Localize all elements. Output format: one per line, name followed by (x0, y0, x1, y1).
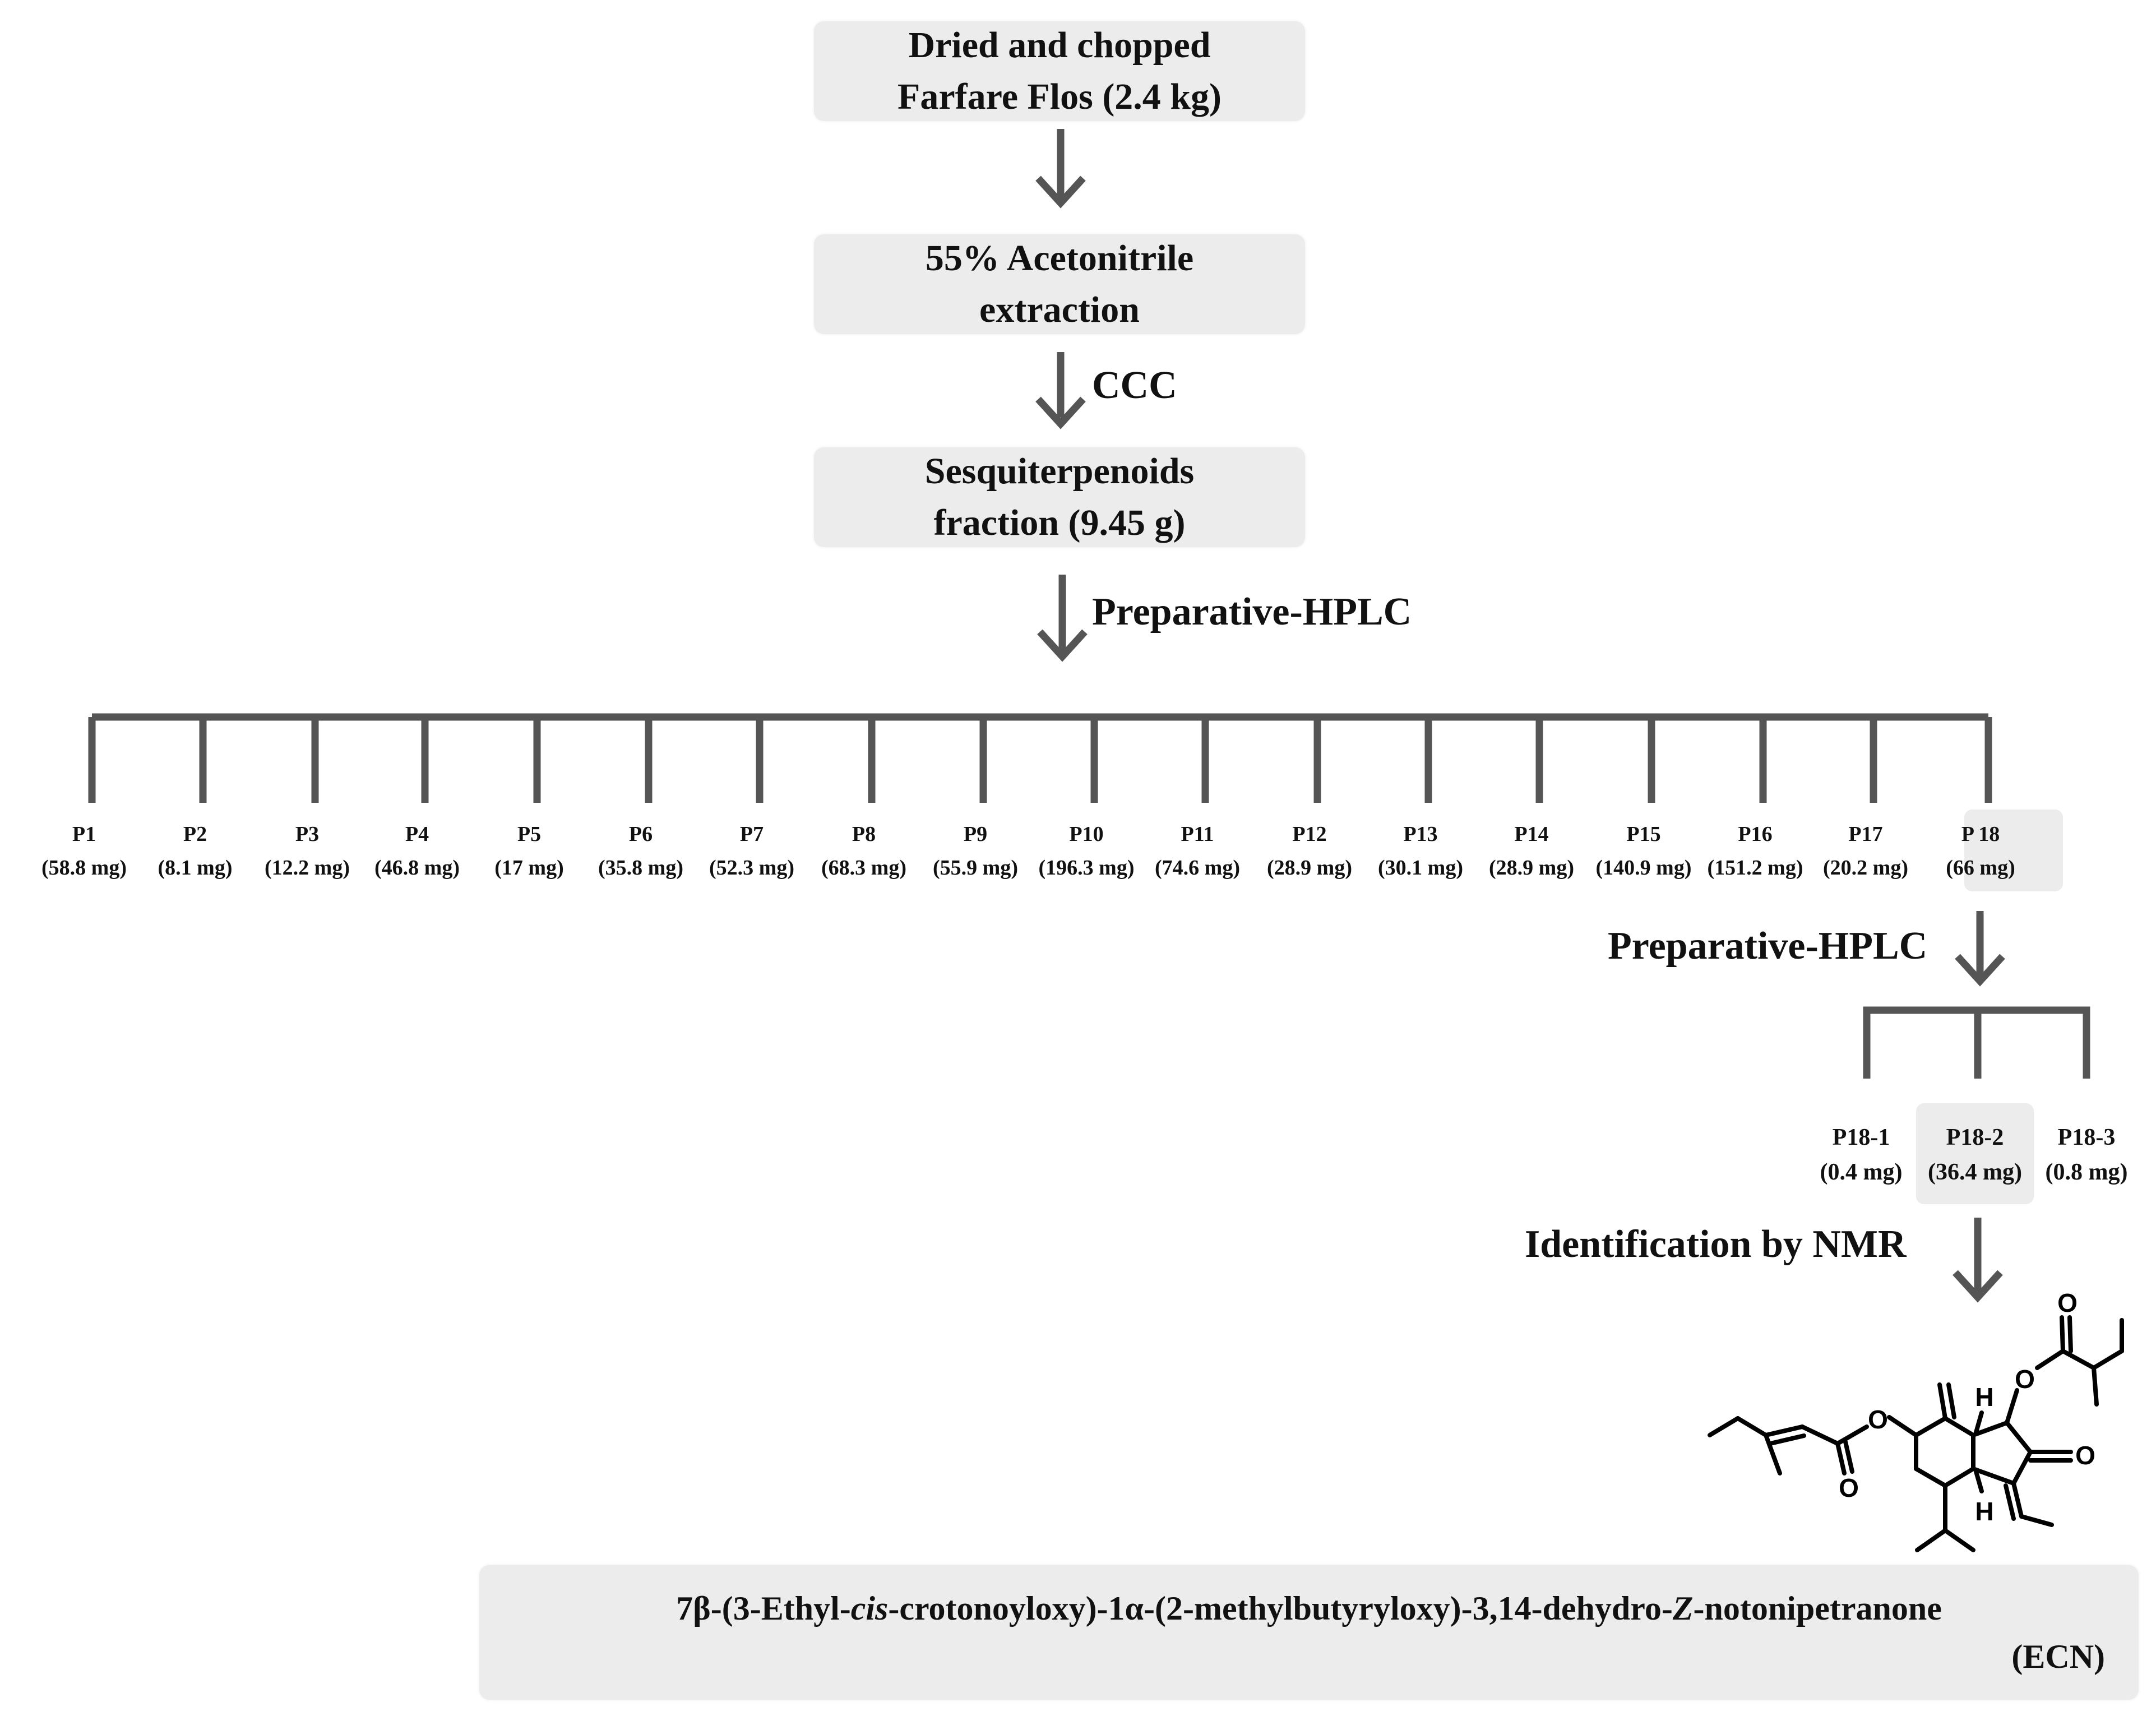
label-preparative-hplc-1: Preparative-HPLC (1092, 590, 1412, 633)
fraction-mass: (151.2 mg) (1707, 856, 1803, 880)
fraction-name: P12 (1292, 822, 1327, 846)
structure-hydrogen-bottom: H (1975, 1497, 1994, 1526)
fraction-mass: (8.1 mg) (158, 856, 233, 880)
fraction-name: P8 (852, 822, 876, 846)
fraction-label (1467, 817, 1596, 885)
fraction-mass: (12.2 mg) (265, 856, 350, 880)
fraction-name: P13 (1403, 822, 1438, 846)
fraction-name: P 18 (1961, 822, 2000, 846)
fraction-label (1916, 817, 2045, 885)
fraction-mass: (20.2 mg) (1823, 856, 1908, 880)
step-text: Sesquiterpenoids (924, 451, 1195, 492)
subfraction-label (1799, 1120, 1923, 1190)
fraction-name: P14 (1514, 822, 1549, 846)
fraction-label (1691, 817, 1820, 885)
fraction-mass: (28.9 mg) (1267, 856, 1352, 880)
fraction-label (1133, 817, 1262, 885)
subfraction-label (1913, 1120, 2037, 1190)
structure-oxygen-ketone: O (2075, 1441, 2095, 1470)
structure-hydrogen-top: H (1975, 1382, 1994, 1412)
fraction-name: P4 (405, 822, 429, 846)
fraction-name: P11 (1181, 822, 1214, 846)
fraction-label (911, 817, 1040, 885)
fraction-mass: (17 mg) (494, 856, 564, 880)
ecn-structure (1710, 1317, 2122, 1550)
step-text: 55% Acetonitrile (925, 238, 1194, 279)
fraction-mass: (68.3 mg) (821, 856, 906, 880)
fraction-label (465, 817, 594, 885)
compound-name: 7β-(3-Ethyl-cis-crotonoyloxy)-1α-(2-methylbutyryloxy)-3,14-dehydro-Z-notonipetranone (676, 1590, 1942, 1627)
fraction-name: P17 (1848, 822, 1883, 846)
fraction-mass: (30.1 mg) (1378, 856, 1463, 880)
label-preparative-hplc-2: Preparative-HPLC (1608, 924, 1928, 968)
fraction-label (1801, 817, 1930, 885)
fraction-label (353, 817, 482, 885)
fraction-mass: (58.8 mg) (41, 856, 127, 880)
structure-oxygen-carbonyl-right: O (2057, 1288, 2078, 1317)
fraction-name: P6 (628, 822, 653, 846)
subfraction-name: P18-2 (1946, 1125, 2004, 1150)
step-text: Farfare Flos (2.4 kg) (897, 76, 1222, 117)
fraction-label (1356, 817, 1485, 885)
fraction-mass: (66 mg) (1946, 856, 2015, 880)
fraction-label (1579, 817, 1708, 885)
structure-oxygen-ester-left: O (1868, 1405, 1888, 1434)
fraction-mass: (35.8 mg) (598, 856, 683, 880)
fraction-label (20, 817, 149, 885)
subfraction-mass: (0.4 mg) (1820, 1159, 1903, 1185)
fraction-name: P5 (517, 822, 542, 846)
step-text: extraction (979, 289, 1140, 330)
subfraction-name: P18-3 (2057, 1125, 2116, 1150)
final-compound-box (479, 1565, 2139, 1700)
fraction-mass: (52.3 mg) (709, 856, 794, 880)
label-ccc: CCC (1092, 364, 1177, 407)
fraction-label (687, 817, 816, 885)
fraction-mass: (140.9 mg) (1595, 856, 1692, 880)
fraction-name: P7 (739, 822, 764, 846)
fraction-mass: (28.9 mg) (1489, 856, 1574, 880)
subfraction-label (2025, 1120, 2148, 1190)
fraction-name: P2 (183, 822, 207, 846)
fraction-mass: (74.6 mg) (1155, 856, 1240, 880)
fraction-name: P3 (295, 822, 320, 846)
step-text: Dried and chopped (908, 25, 1211, 66)
subfraction-mass: (36.4 mg) (1928, 1159, 2022, 1185)
structure-oxygen-carbonyl-left: O (1839, 1473, 1859, 1502)
fraction-name: P16 (1738, 822, 1773, 846)
fraction-mass: (55.9 mg) (933, 856, 1018, 880)
label-identification-nmr: Identification by NMR (1525, 1223, 1907, 1266)
fraction-label (1245, 817, 1374, 885)
compound-abbreviation: (ECN) (2011, 1638, 2105, 1675)
subfraction-name: P18-1 (1832, 1125, 1890, 1150)
fraction-name: P15 (1626, 822, 1661, 846)
subfraction-mass: (0.8 mg) (2045, 1159, 2128, 1185)
fraction-name: P9 (963, 822, 988, 846)
step-text: fraction (9.45 g) (933, 502, 1186, 543)
fraction-name: P1 (72, 822, 96, 846)
fraction-name: P10 (1069, 822, 1104, 846)
fraction-label (131, 817, 260, 885)
fraction-mass: (196.3 mg) (1038, 856, 1135, 880)
structure-oxygen-ester-right: O (2015, 1365, 2035, 1394)
fraction-mass: (46.8 mg) (374, 856, 460, 880)
fraction-label (1022, 817, 1151, 885)
fraction-label (799, 817, 928, 885)
fraction-label (576, 817, 705, 885)
